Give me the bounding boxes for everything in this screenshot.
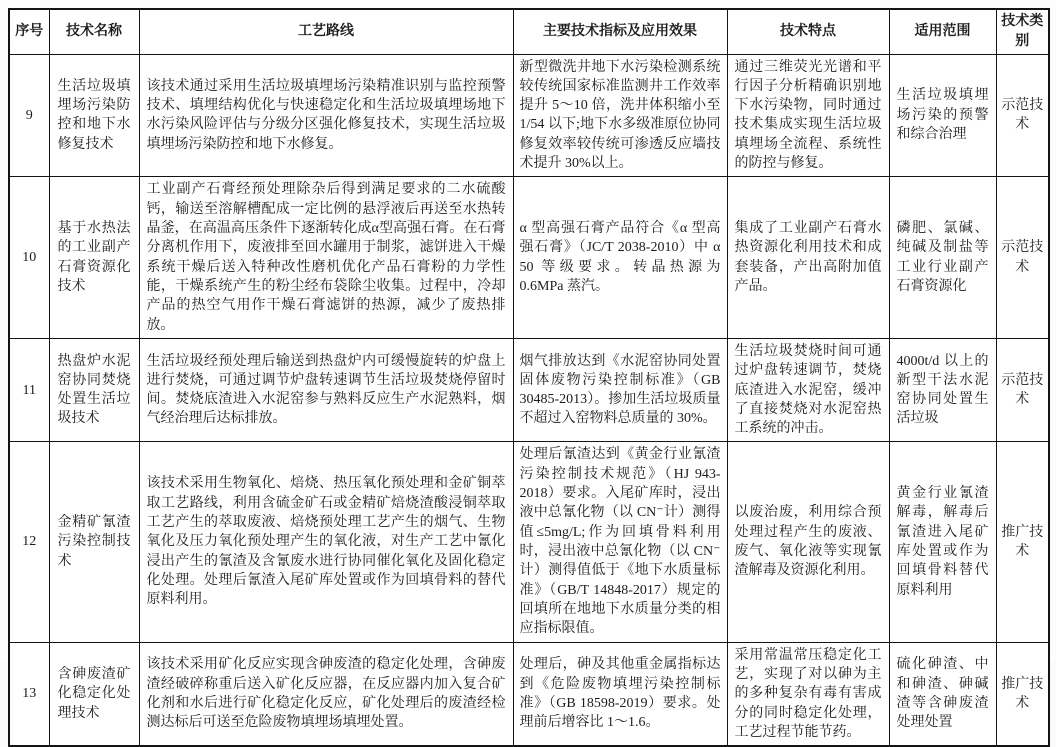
- header-col-features: 技术特点: [727, 9, 889, 54]
- cell-scope: 生活垃圾填埋场污染的预警和综合治理: [889, 54, 996, 177]
- cell-features: 生活垃圾焚烧时间可通过炉盘转速调节，焚烧底渣进入水泥窑，缓冲了直接焚烧对水泥窑热工系统的冲击。: [727, 338, 889, 442]
- table-row: [9, 54, 1049, 177]
- header-col-route: 工艺路线: [139, 9, 513, 54]
- table-row: [9, 642, 1049, 746]
- cell-category: 推广技术: [996, 642, 1049, 746]
- cell-category: 示范技术: [996, 338, 1049, 442]
- technology-table: [8, 8, 1050, 747]
- header-col-category: 技术类别: [996, 9, 1049, 54]
- cell-route: 该技术采用矿化反应实现含砷废渣的稳定化处理，含砷废渣经破碎称重后送入矿化反应器，在反应器内加入复合矿化剂和水后进行矿化稳定化反应，矿化处理后的废渣经检测达标后可送至危险废物填埋场填埋处置。: [139, 642, 513, 746]
- header-col-index: 序号: [9, 9, 49, 54]
- cell-category: 推广技术: [996, 442, 1049, 642]
- table-row: [9, 177, 1049, 339]
- cell-index: 10: [9, 177, 49, 339]
- cell-indicators: 新型微洗井地下水污染检测系统较传统国家标准监测井工作效率提升 5～10 倍，洗井体积缩小至 1/54 以下;地下水多级准原位协同修复效率较传统可渗透反应墙技术提升 30%以上。: [513, 54, 727, 177]
- table-row: [9, 338, 1049, 442]
- cell-scope: 黄金行业氰渣解毒，解毒后氰渣进入尾矿库处置或作为回填骨料替代原料利用: [889, 442, 996, 642]
- cell-index: 9: [9, 54, 49, 177]
- cell-scope: 4000t/d 以上的新型干法水泥窑协同处置生活垃圾: [889, 338, 996, 442]
- table-row: [9, 442, 1049, 642]
- cell-name: 金精矿氰渣污染控制技术: [49, 442, 139, 642]
- cell-name: 含砷废渣矿化稳定化处理技术: [49, 642, 139, 746]
- cell-index: 12: [9, 442, 49, 642]
- cell-category: 示范技术: [996, 54, 1049, 177]
- cell-scope: 硫化砷渣、中和砷渣、砷碱渣等含砷废渣处理处置: [889, 642, 996, 746]
- cell-name: 热盘炉水泥窑协同焚烧处置生活垃圾技术: [49, 338, 139, 442]
- cell-features: 采用常温常压稳定化工艺，实现了对以砷为主的多种复杂有毒有害成分的同时稳定化处理，工艺过程节能节药。: [727, 642, 889, 746]
- cell-indicators: α 型高强石膏产品符合《α 型高强石膏》（JC/T 2038-2010）中 α 50 等级要求。转晶热源为 0.6MPa 蒸汽。: [513, 177, 727, 339]
- cell-features: 以废治废，利用综合预处理过程产生的废液、废气、氧化液等实现氰渣解毒及资源化利用。: [727, 442, 889, 642]
- cell-index: 13: [9, 642, 49, 746]
- header-col-name: 技术名称: [49, 9, 139, 54]
- header-col-indicators: 主要技术指标及应用效果: [513, 9, 727, 54]
- cell-features: 通过三维荧光光谱和平行因子分析精确识别地下水污染物，同时通过技术集成实现生活垃圾填埋场全流程、系统性的防控与修复。: [727, 54, 889, 177]
- header-row: [9, 9, 1049, 54]
- cell-route: 该技术采用生物氧化、焙烧、热压氧化预处理和金矿铜萃取工艺路线，利用含硫金矿石或金精矿焙烧渣酸浸铜萃取工艺产生的萃取废液、焙烧预处理工艺产生的烟气、生物氧化及压力氧化预处理产生的氧化液，对生产工艺中氰化浸出产生的氰渣及含氰废水进行协同催化氧化及固化稳定化处理。处理后氰渣入尾矿库处置或作为回填骨料的替代原料利用。: [139, 442, 513, 642]
- header-col-scope: 适用范围: [889, 9, 996, 54]
- cell-indicators: 处理后，砷及其他重金属指标达到《危险废物填埋污染控制标准》（GB 18598-2019）要求。处理前后增容比 1～1.6。: [513, 642, 727, 746]
- cell-route: 该技术通过采用生活垃圾填埋场污染精准识别与监控预警技术、填埋结构优化与快速稳定化和生活垃圾填埋场地下水污染风险评估与分级分区强化修复技术，实现生活垃圾填埋场污染防控和地下水修复。: [139, 54, 513, 177]
- cell-route: 工业副产石膏经预处理除杂后得到满足要求的二水硫酸钙，输送至溶解槽配成一定比例的悬浮液后再送至水热转晶釜，在高温高压条件下逐渐转化成α型高强石膏。在石膏分离机作用下，废液排至回水罐用于制浆，滤饼进入干燥系统干燥后送入特种改性磨机优化产品石膏粉的力学性能，干燥系统产生的粉尘经布袋除尘收集。过程中，冷却产品的热空气用作干燥石膏滤饼的热源，减少了废热排放。: [139, 177, 513, 339]
- cell-route: 生活垃圾经预处理后输送到热盘炉内可缓慢旋转的炉盘上进行焚烧，可通过调节炉盘转速调节生活垃圾焚烧停留时间。焚烧底渣进入水泥窑参与熟料反应生产水泥熟料，烟气经治理后达标排放。: [139, 338, 513, 442]
- cell-name: 基于水热法的工业副产石膏资源化技术: [49, 177, 139, 339]
- cell-features: 集成了工业副产石膏水热资源化利用技术和成套装备，产出高附加值产品。: [727, 177, 889, 339]
- cell-name: 生活垃圾填埋场污染防控和地下水修复技术: [49, 54, 139, 177]
- cell-scope: 磷肥、氯碱、纯碱及制盐等工业行业副产石膏资源化: [889, 177, 996, 339]
- cell-category: 示范技术: [996, 177, 1049, 339]
- cell-index: 11: [9, 338, 49, 442]
- cell-indicators: 处理后氰渣达到《黄金行业氰渣污染控制技术规范》（HJ 943-2018）要求。入尾矿库时，浸出液中总氰化物（以 CN⁻计）测得值≤5mg/L;作为回填骨料利用时，浸出液中总氰化物（以 CN⁻计）测得值低于《地下水质量标准》（GB/T 14848-2017）规定的回填所在地地下水质量分类的相应指标限值。: [513, 442, 727, 642]
- cell-indicators: 烟气排放达到《水泥窑协同处置固体废物污染控制标准》（GB 30485-2013）。掺加生活垃圾质量不超过入窑物料总质量的 30%。: [513, 338, 727, 442]
